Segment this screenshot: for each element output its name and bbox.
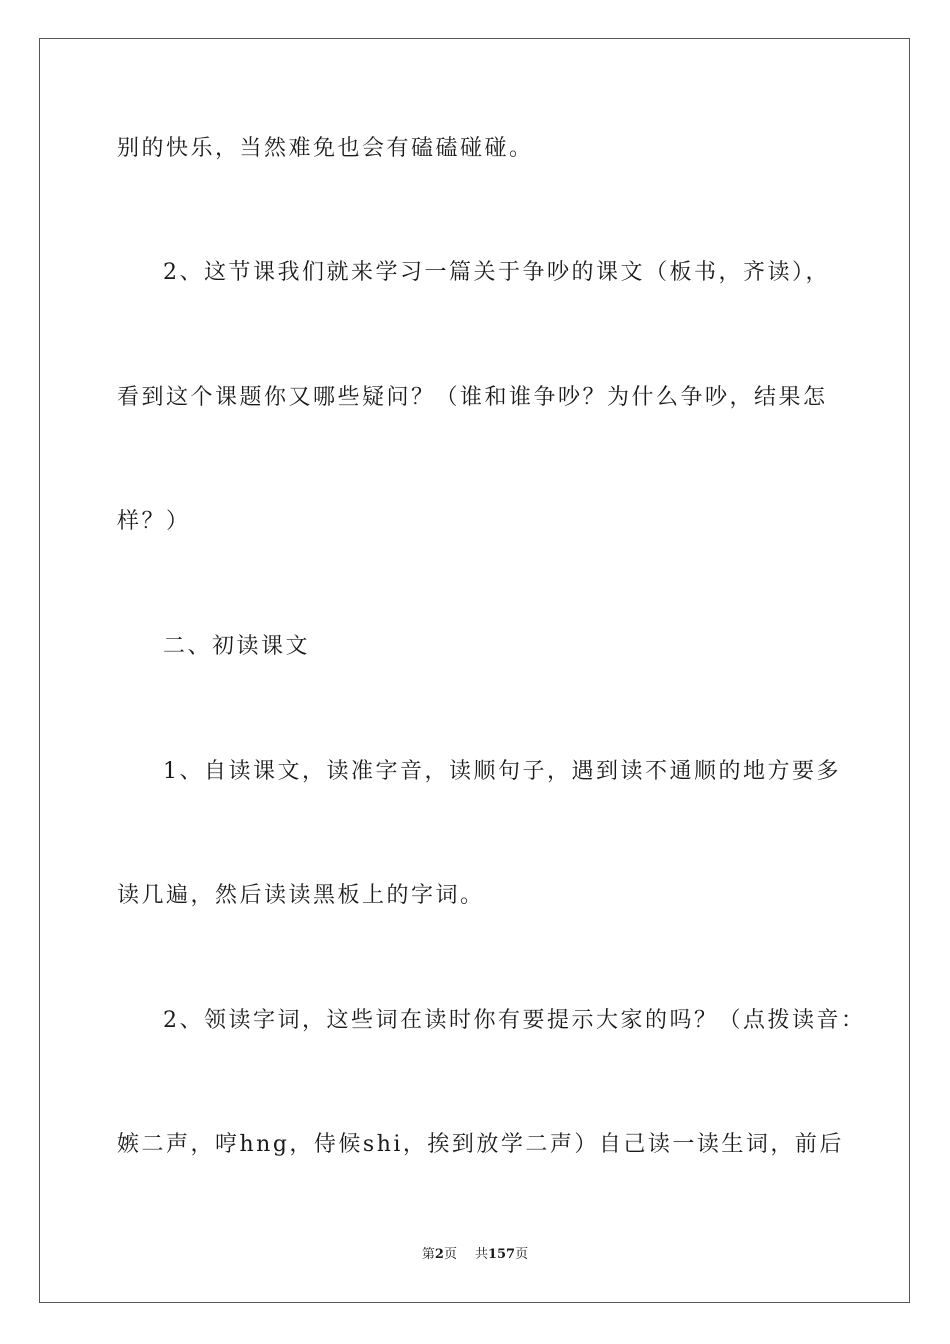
footer-total-pages: 157	[487, 1247, 516, 1262]
text-line-8: 2、领读字词，这些词在读时你有要提示大家的吗？（点拨读音：	[163, 1008, 866, 1033]
section-heading: 二、初读课文	[163, 634, 311, 659]
text-line-9: 嫉二声，哼hng，侍候shi，挨到放学二声）自己读一读生词，前后	[117, 1132, 844, 1157]
text-line-2: 2、这节课我们就来学习一篇关于争吵的课文（板书，齐读），	[163, 260, 830, 285]
text-line-7: 读几遍，然后读读黑板上的字词。	[117, 883, 485, 908]
footer-total-prefix: 共	[474, 1247, 488, 1262]
footer-page-number: 2	[434, 1247, 444, 1262]
page-frame	[39, 38, 910, 1303]
text-line-1: 别的快乐，当然难免也会有磕磕碰碰。	[117, 136, 534, 161]
footer-page-suffix: 页	[443, 1247, 457, 1262]
page-footer	[0, 1246, 950, 1264]
text-line-6: 1、自读课文，读准字音，读顺句子，遇到读不通顺的地方要多	[163, 759, 841, 784]
text-line-4: 样？）	[117, 509, 191, 534]
text-line-3: 看到这个课题你又哪些疑问？（谁和谁争吵？为什么争吵，结果怎	[117, 385, 828, 410]
footer-total-suffix: 页	[515, 1247, 529, 1262]
footer-page-prefix: 第	[421, 1247, 435, 1262]
